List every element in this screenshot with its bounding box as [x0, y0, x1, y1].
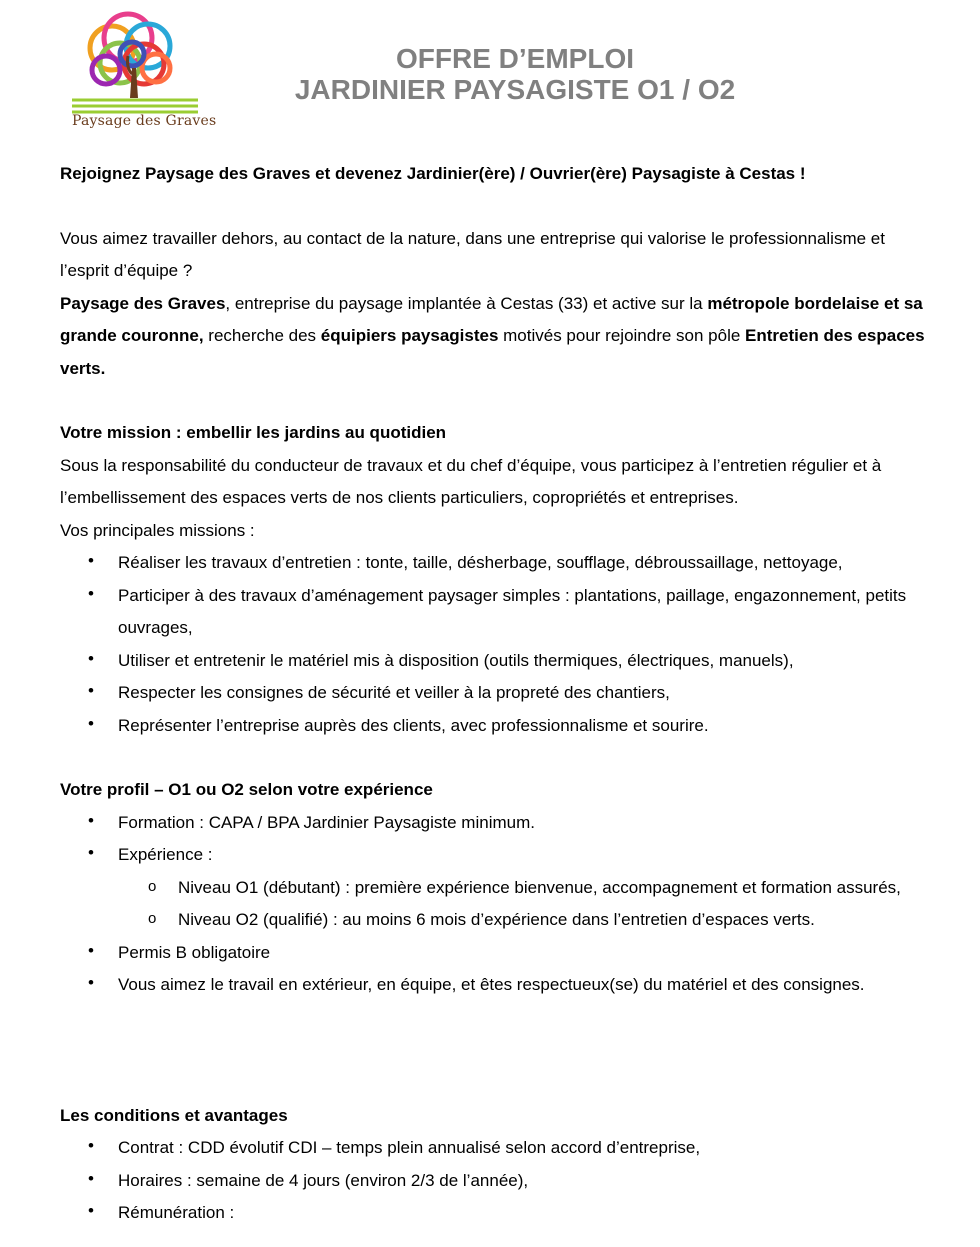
page-title [240, 43, 790, 105]
logo-text: Paysage des Graves [72, 113, 217, 129]
mission-text: Sous la responsabilité du conducteur de travaux et du chef d’équipe, vous participez à l’entretien régulier et à l’embellissement des espaces verts de nos clients particuliers, copropriétés et entreprises. [60, 455, 882, 507]
intro-question: Vous aimez travailler dehors, au contact de la nature, dans une entreprise qui valorise le professionnalisme et l’esprit d’équipe ? [60, 228, 885, 280]
list-item: • Réaliser les travaux d’entretien : tonte, taille, désherbage, soufflage, débroussaillage, nettoyage, [118, 547, 930, 580]
missions-list [60, 547, 930, 742]
title-line-1: OFFRE D’EMPLOI [396, 43, 634, 74]
list-item: • Utiliser et entretenir le matériel mis à disposition (outils thermiques, électriques, manuels), [118, 645, 930, 678]
conditions-list [60, 1132, 930, 1230]
list-item: • Respecter les consignes de sécurité et veiller à la propreté des chantiers, [118, 677, 930, 710]
list-item: o Niveau O2 (qualifié) : au moins 6 mois d’expérience dans l’entretien d’espaces verts. [178, 904, 930, 937]
list-item: o Niveau O1 (débutant) : première expérience bienvenue, accompagnement et formation assurés, [178, 872, 930, 905]
conditions-heading: Les conditions et avantages [60, 1105, 288, 1125]
list-item: • Rémunération : [118, 1197, 930, 1230]
list-item: • Participer à des travaux d’aménagement paysager simples : plantations, paillage, engazonnement, petits ouvrages, [118, 580, 930, 645]
list-item: • Formation : CAPA / BPA Jardinier Paysagiste minimum. [118, 807, 930, 840]
list-item: • Contrat : CDD évolutif CDI – temps plein annualisé selon accord d’entreprise, [118, 1132, 930, 1165]
missions-intro: Vos principales missions : [60, 520, 255, 540]
title-line-2: JARDINIER PAYSAGISTE O1 / O2 [294, 74, 736, 105]
company-description: Paysage des Graves, entreprise du paysage implantée à Cestas (33) et active sur la métropole bordelaise et sa grande couronne, recherche des équipiers paysagistes motivés pour rejoindre son pôle Entretien des espaces verts. [60, 293, 925, 378]
profile-list [60, 807, 930, 1002]
intro-headline: Rejoignez Paysage des Graves et devenez Jardinier(ère) / Ouvrier(ère) Paysagiste à Cestas ! [60, 164, 806, 183]
list-item: • Représenter l’entreprise auprès des clients, avec professionnalisme et sourire. [118, 710, 930, 743]
list-item: • Horaires : semaine de 4 jours (environ 2/3 de l’année), [118, 1165, 930, 1198]
list-item: • Permis B obligatoire [118, 937, 930, 970]
list-item: • Vous aimez le travail en extérieur, en équipe, et êtes respectueux(se) du matériel et des consignes. [118, 969, 930, 1002]
profile-heading: Votre profil – O1 ou O2 selon votre expérience [60, 780, 433, 799]
experience-levels [118, 872, 930, 937]
mission-heading: Votre mission : embellir les jardins au quotidien [60, 423, 447, 442]
job-offer-body [60, 158, 930, 1230]
list-item: • Expérience : o Niveau O1 (débutant) : première expérience bienvenue, accompagnement et formation assurés, o Niveau O2 (qualifié) : au moins 6 mois d’expérience dans l’entretien d’espaces verts. [118, 839, 930, 937]
